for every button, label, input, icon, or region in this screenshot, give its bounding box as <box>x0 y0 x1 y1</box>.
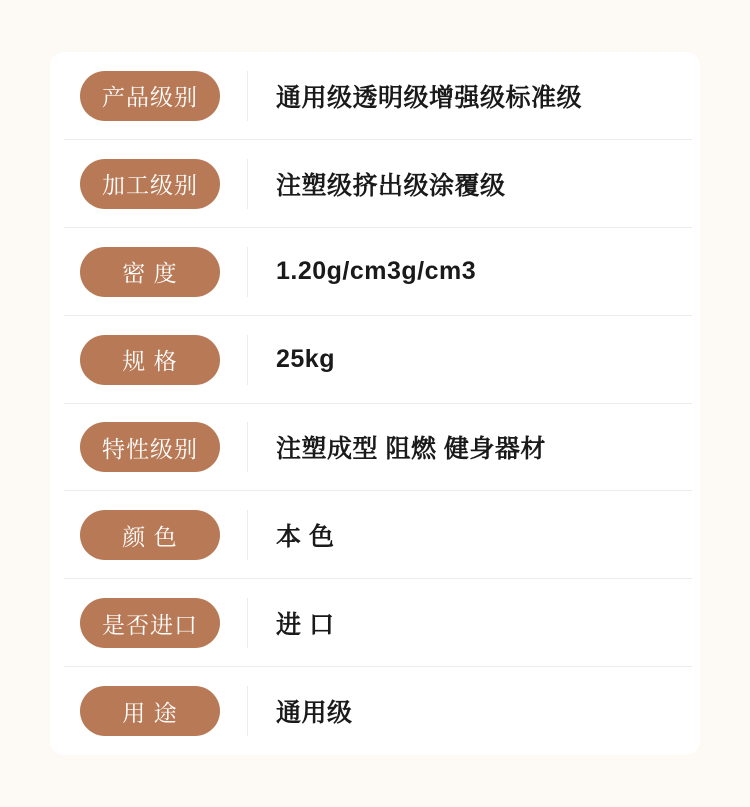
spec-value-cell: 25kg <box>276 345 335 374</box>
spec-label-cell <box>50 71 248 121</box>
spec-value-cell: 本 色 <box>276 523 335 552</box>
specification-card <box>50 52 700 755</box>
spec-label-pill: 是否进口 <box>80 598 220 648</box>
spec-value-cell: 注塑级挤出级涂覆级 <box>276 171 506 200</box>
spec-value-cell: 进 口 <box>276 611 335 640</box>
spec-label-cell <box>50 510 248 560</box>
table-row <box>50 316 700 404</box>
specification-table <box>50 52 700 755</box>
table-row <box>50 228 700 316</box>
spec-label-cell <box>50 159 248 209</box>
spec-label-cell <box>50 686 248 736</box>
spec-value-cell: 通用级透明级增强级标准级 <box>276 83 583 112</box>
table-row <box>50 579 700 667</box>
table-row <box>50 52 700 140</box>
spec-label-cell <box>50 422 248 472</box>
spec-label-pill: 密 度 <box>80 247 220 297</box>
table-row <box>50 404 700 492</box>
spec-value-cell: 注塑成型 阻燃 健身器材 <box>276 435 546 464</box>
spec-label-pill: 特性级别 <box>80 422 220 472</box>
spec-value-cell: 1.20g/cm3g/cm3 <box>276 257 477 286</box>
table-row <box>50 140 700 228</box>
spec-label-pill: 颜 色 <box>80 510 220 560</box>
spec-label-cell <box>50 598 248 648</box>
spec-value-cell: 通用级 <box>276 699 353 728</box>
spec-label-pill: 规 格 <box>80 335 220 385</box>
table-row <box>50 667 700 755</box>
spec-label-pill: 用 途 <box>80 686 220 736</box>
spec-label-pill: 加工级别 <box>80 159 220 209</box>
spec-label-cell <box>50 247 248 297</box>
spec-label-cell <box>50 335 248 385</box>
table-row <box>50 491 700 579</box>
spec-label-pill: 产品级别 <box>80 71 220 121</box>
